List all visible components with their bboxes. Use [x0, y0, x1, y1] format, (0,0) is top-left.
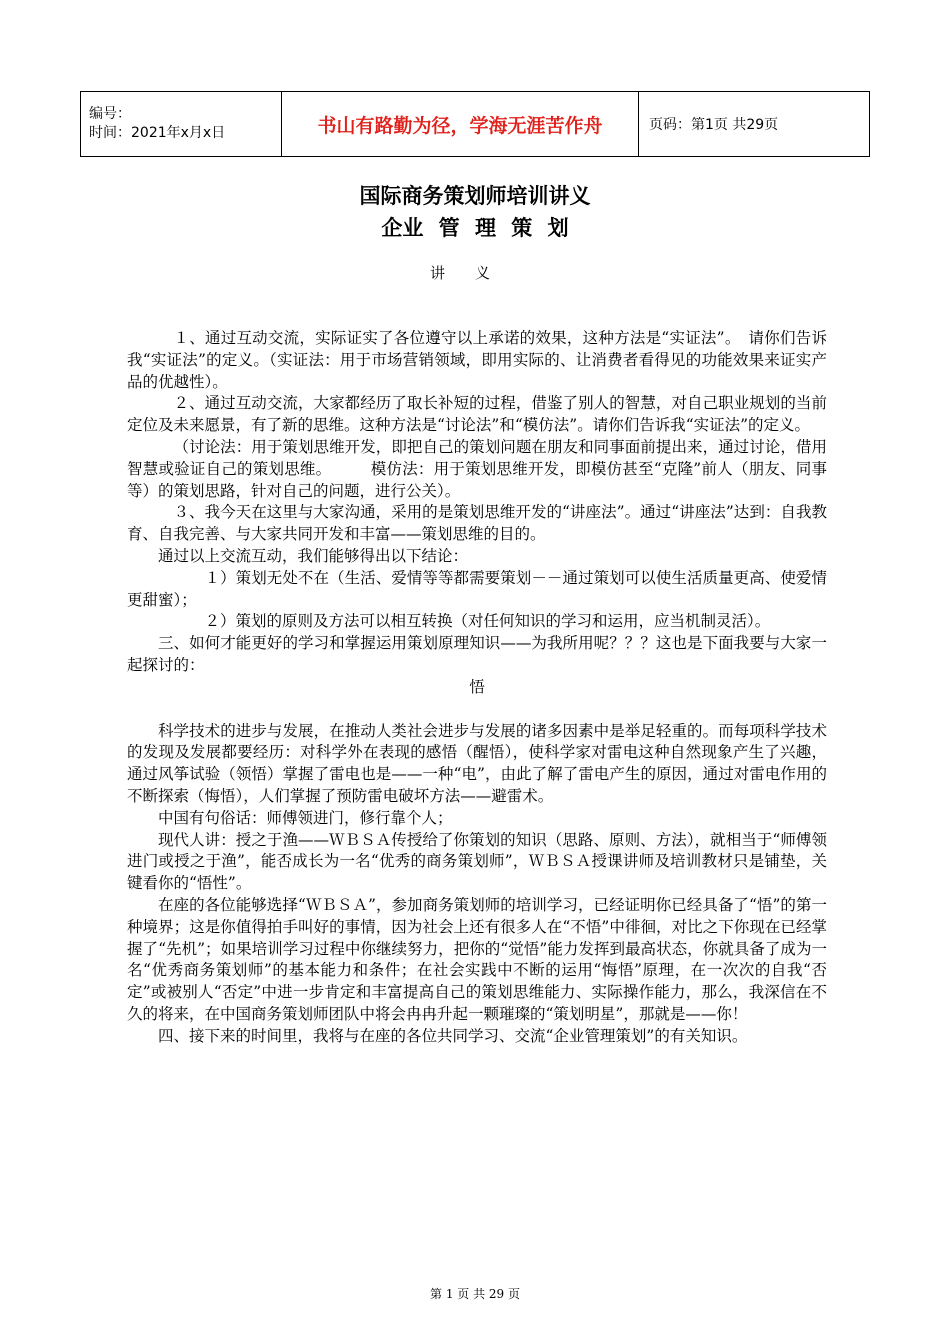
paragraph-11: 中国有句俗话：师傅领进门，修行靠个人； [158, 808, 453, 827]
document-subtitle: 企业 管 理 策 划 [381, 215, 569, 240]
paragraph-13: 在座的各位能够选择“ＷＢＳＡ”，参加商务策划师的培训学习，已经证明你已经具备了“悟”的第一种境界；这是你值得拍手叫好的事情，因为社会上还有很多人在“不悟”中徘徊，对比之下你现在已经掌握了“先机”；如果培训学习过程中你继续努力，把你的“觉悟”能力发挥到最高状态，你就具备了成为一名“优秀商务策划师”的基本能力和条件；在社会实践中不断的运用“悔悟”原理，在一次次的自我“否定”或被别人“否定”中进一步肯定和丰富提高自己的策划思维能力、实际操作能力，那么，我深信在不久的将来，在中国商务策划师团队中将会冉冉升起一颗璀璨的“策划明星”，那就是——你！ [127, 895, 827, 1023]
paragraph-12: 现代人讲：授之于渔——ＷＢＳＡ传授给了你策划的知识（思路、原则、方法），就相当于“师傅领进门或授之于渔”，能否成长为一名“优秀的商务策划师”，ＷＢＳＡ授课讲师及培训教材只是铺垫，关键看你的“悟性”。 [127, 830, 827, 893]
conclusion-1: １）策划无处不在（生活、爱情等等都需要策划－－通过策划可以使生活质量更高、使爱情更甜蜜）； [127, 568, 827, 609]
serial-number-label: 编号： [89, 106, 131, 122]
header-page-info: 页码：第1页 共29页 [639, 92, 870, 157]
document-title: 国际商务策划师培训讲义 [359, 183, 591, 208]
paragraph-2: ２、通过互动交流，大家都经历了取长补短的过程，借鉴了别人的智慧，对自己职业规划的当前定位及未来愿景，有了新的思维。这种方法是“讨论法”和“模仿法”。请你们告诉我“实证法”的定义。 [127, 394, 827, 435]
paragraph-5: 通过以上交流互动，我们能够得出以下结论： [158, 546, 469, 565]
paragraph-3: （讨论法：用于策划思维开发，即把自己的策划问题在朋友和同事面前提出来，通过讨论，借用智慧或验证自己的策划思维。 模仿法：用于策划思维开发，即模仿甚至“克隆”前人（朋友、同事等）的策划思路，针对自己的问题，进行公关）。 [127, 437, 827, 500]
header-meta-cell [81, 92, 282, 157]
paragraph-14: 四、接下来的时间里，我将与在座的各位共同学习、交流“企业管理策划”的有关知识。 [158, 1026, 748, 1045]
section-heading-wu: 悟 [469, 677, 485, 696]
document-body [127, 328, 827, 1048]
spacer [127, 699, 827, 721]
lecture-heading: 讲义 [429, 264, 520, 282]
conclusion-2: ２）策划的原则及方法可以相互转换（对任何知识的学习和运用，应当机制灵活）。 [204, 612, 771, 631]
date-label: 时间：2021年x月x日 [89, 125, 226, 141]
paragraph-1: １、通过互动交流，实际证实了各位遵守以上承诺的效果，这种方法是“实证法”。 请你们告诉我“实证法”的定义。（实证法：用于市场营销领域，即用实际的、让消费者看得见的功能效果来证实产品的优越性）。 [127, 329, 827, 391]
paragraph-8: 三、如何才能更好的学习和掌握运用策划原理知识——为我所用呢？？？这也是下面我要与大家一起探讨的： [127, 634, 827, 674]
page-footer: 第 1 页 共 29 页 [430, 1287, 520, 1301]
paragraph-4: ３、我今天在这里与大家沟通，采用的是策划思维开发的“讲座法”。通过“讲座法”达到：自我教育、自我完善、与大家共同开发和丰富——策划思维的目的。 [127, 503, 827, 544]
page-header-table [80, 91, 870, 157]
paragraph-10: 科学技术的进步与发展，在推动人类社会进步与发展的诸多因素中是举足轻重的。而每项科学技术的发现及发展都要经历：对科学外在表现的感悟（醒悟），使科学家对雷电这种自然现象产生了兴趣，通过风筝试验（领悟）掌握了雷电也是——一种“电”，由此了解了雷电产生的原因，通过对雷电作用的不断探索（悔悟），人们掌握了预防雷电破坏方法——避雷术。 [127, 721, 827, 805]
header-motto: 书山有路勤为径，学海无涯苦作舟 [282, 92, 639, 157]
